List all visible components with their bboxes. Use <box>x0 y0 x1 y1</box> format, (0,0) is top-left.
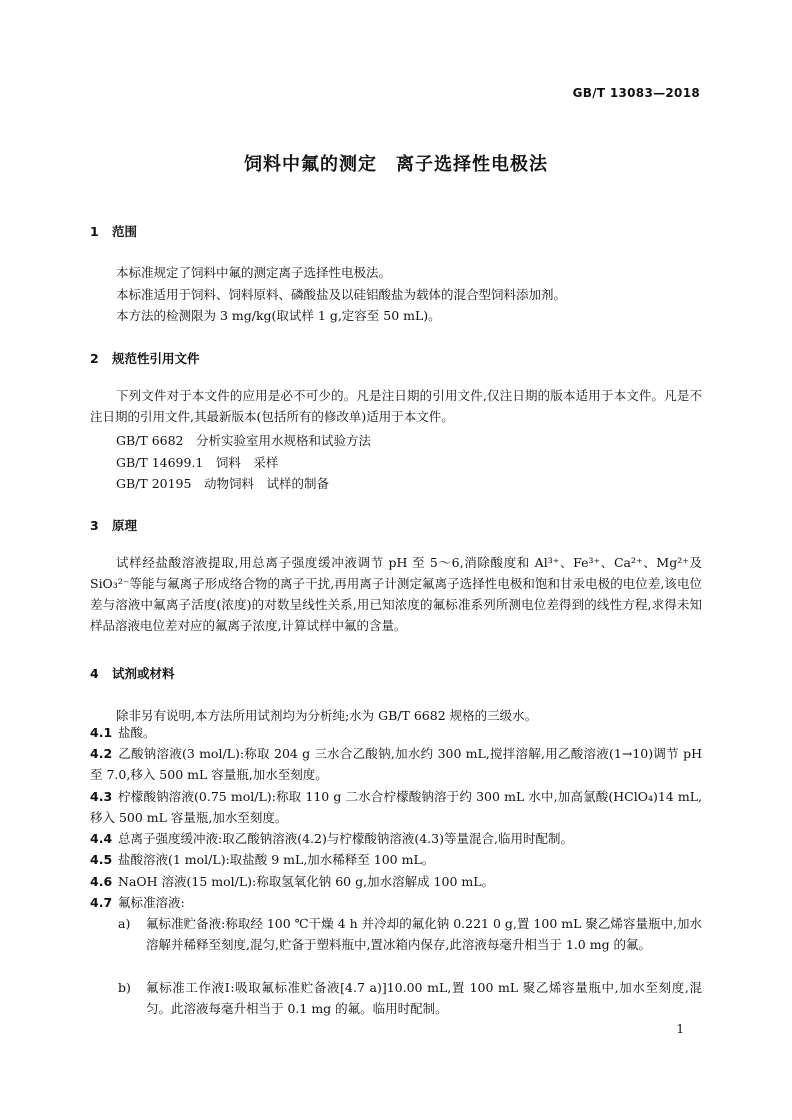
standard-code: GB/T 13083—2018 <box>572 86 700 100</box>
section-heading-principle <box>90 516 137 534</box>
section-number: 1 <box>90 224 99 239</box>
reagent-item <box>90 786 702 828</box>
item-text: 乙酸钠溶液(3 mol/L):称取 204 g 三水合乙酸钠,加水约 300 mL,搅拌溶解,用乙酸溶液(1→10)调节 pH 至 7.0,移入 500 mL 容量瓶,加水至刻度。 <box>90 746 702 782</box>
section-heading-scope <box>90 222 137 240</box>
principle-paragraph: 试样经盐酸溶液提取,用总离子强度缓冲液调节 pH 至 5～6,消除酸度和 Al³⁺、Fe³⁺、Ca²⁺、Mg²⁺及 SiO₃²⁻等能与氟离子形成络合物的离子干扰,再用离子计测定氟离子选择性电极和饱和甘汞电极的电位差,该电位差与溶液中氟离子活度(浓度)的对数呈线性关系,用已知浓度的氟标准系列所测电位差得到的线性方程,求得未知样品溶液电位差对应的氟离子浓度,计算试样中氟的含量。 <box>90 555 702 633</box>
reagent-item <box>90 743 702 785</box>
reagent-item <box>90 892 702 913</box>
item-number: 4.3 <box>90 789 113 804</box>
item-text: 盐酸溶液(1 mol/L):取盐酸 9 mL,加水稀释至 100 mL。 <box>118 852 435 867</box>
page-number: 1 <box>676 1022 684 1036</box>
section-title: 规范性引用文件 <box>112 351 200 366</box>
scope-line: 本标准适用于饲料、饲料原料、磷酸盐及以硅铝酸盐为载体的混合型饲料添加剂。 <box>116 287 567 302</box>
section-title: 范围 <box>112 224 138 239</box>
subitem-label: b) <box>118 980 131 995</box>
reagents-intro: 除非另有说明,本方法所用试剂均为分析纯;水为 GB/T 6682 规格的三级水。 <box>116 708 538 723</box>
subitem-text: 氟标准贮备液:称取经 100 ℃干燥 4 h 并冷却的氟化钠 0.221 0 g,置 100 mL 聚乙烯容量瓶中,加水溶解并稀释至刻度,混匀,贮备于塑料瓶中,置冰箱内保存,此溶液每毫升相当于 1.0 mg 的氟。 <box>146 916 702 952</box>
reagent-item <box>90 828 702 849</box>
document-title: 饲料中氟的测定 离子选择性电极法 <box>244 154 548 175</box>
item-number: 4.5 <box>90 852 113 867</box>
subitem <box>118 913 702 955</box>
section-heading-reagents <box>90 664 175 682</box>
item-text: 盐酸。 <box>118 725 156 740</box>
item-number: 4.7 <box>90 895 113 910</box>
section-number: 2 <box>90 351 99 366</box>
section-title: 原理 <box>112 518 138 533</box>
subitem-label: a) <box>118 916 131 931</box>
scope-line: 本标准规定了饲料中氟的测定离子选择性电极法。 <box>116 265 392 280</box>
item-number: 4.6 <box>90 874 113 889</box>
reagent-item <box>90 849 702 870</box>
scope-line: 本方法的检测限为 3 mg/kg(取试样 1 g,定容至 50 mL)。 <box>116 308 441 323</box>
section-number: 3 <box>90 518 99 533</box>
subitem-text: 氟标准工作液Ⅰ:吸取氟标准贮备液[4.7 a)]10.00 mL,置 100 mL 聚乙烯容量瓶中,加水至刻度,混匀。此溶液每毫升相当于 0.1 mg 的氟。临用时配制。 <box>146 980 702 1016</box>
item-text: NaOH 溶液(15 mol/L):称取氢氧化钠 60 g,加水溶解成 100 mL。 <box>118 874 495 889</box>
subitem <box>118 977 702 1019</box>
item-text: 总离子强度缓冲液:取乙酸钠溶液(4.2)与柠檬酸钠溶液(4.3)等量混合,临用时配制。 <box>118 831 573 846</box>
item-number: 4.1 <box>90 725 113 740</box>
references-paragraph: 下列文件对于本文件的应用是必不可少的。凡是注日期的引用文件,仅注日期的版本适用于本文件。凡是不注日期的引用文件,其最新版本(包括所有的修改单)适用于本文件。 <box>90 388 702 424</box>
item-text: 氟标准溶液: <box>118 895 185 910</box>
reference-item: GB/T 6682 分析实验室用水规格和试验方法 <box>116 433 372 448</box>
item-number: 4.4 <box>90 831 113 846</box>
reagent-item <box>90 722 702 743</box>
reagent-item <box>90 871 702 892</box>
item-text: 柠檬酸钠溶液(0.75 mol/L):称取 110 g 二水合柠檬酸钠溶于约 300 mL 水中,加高氯酸(HClO₄)14 mL,移入 500 mL 容量瓶,加水至刻度。 <box>90 789 702 825</box>
section-heading-normative-references <box>90 349 200 367</box>
section-number: 4 <box>90 666 99 681</box>
item-number: 4.2 <box>90 746 113 761</box>
reference-item: GB/T 20195 动物饲料 试样的制备 <box>116 476 329 491</box>
section-title: 试剂或材料 <box>112 666 175 681</box>
reference-item: GB/T 14699.1 饲料 采样 <box>116 455 279 470</box>
